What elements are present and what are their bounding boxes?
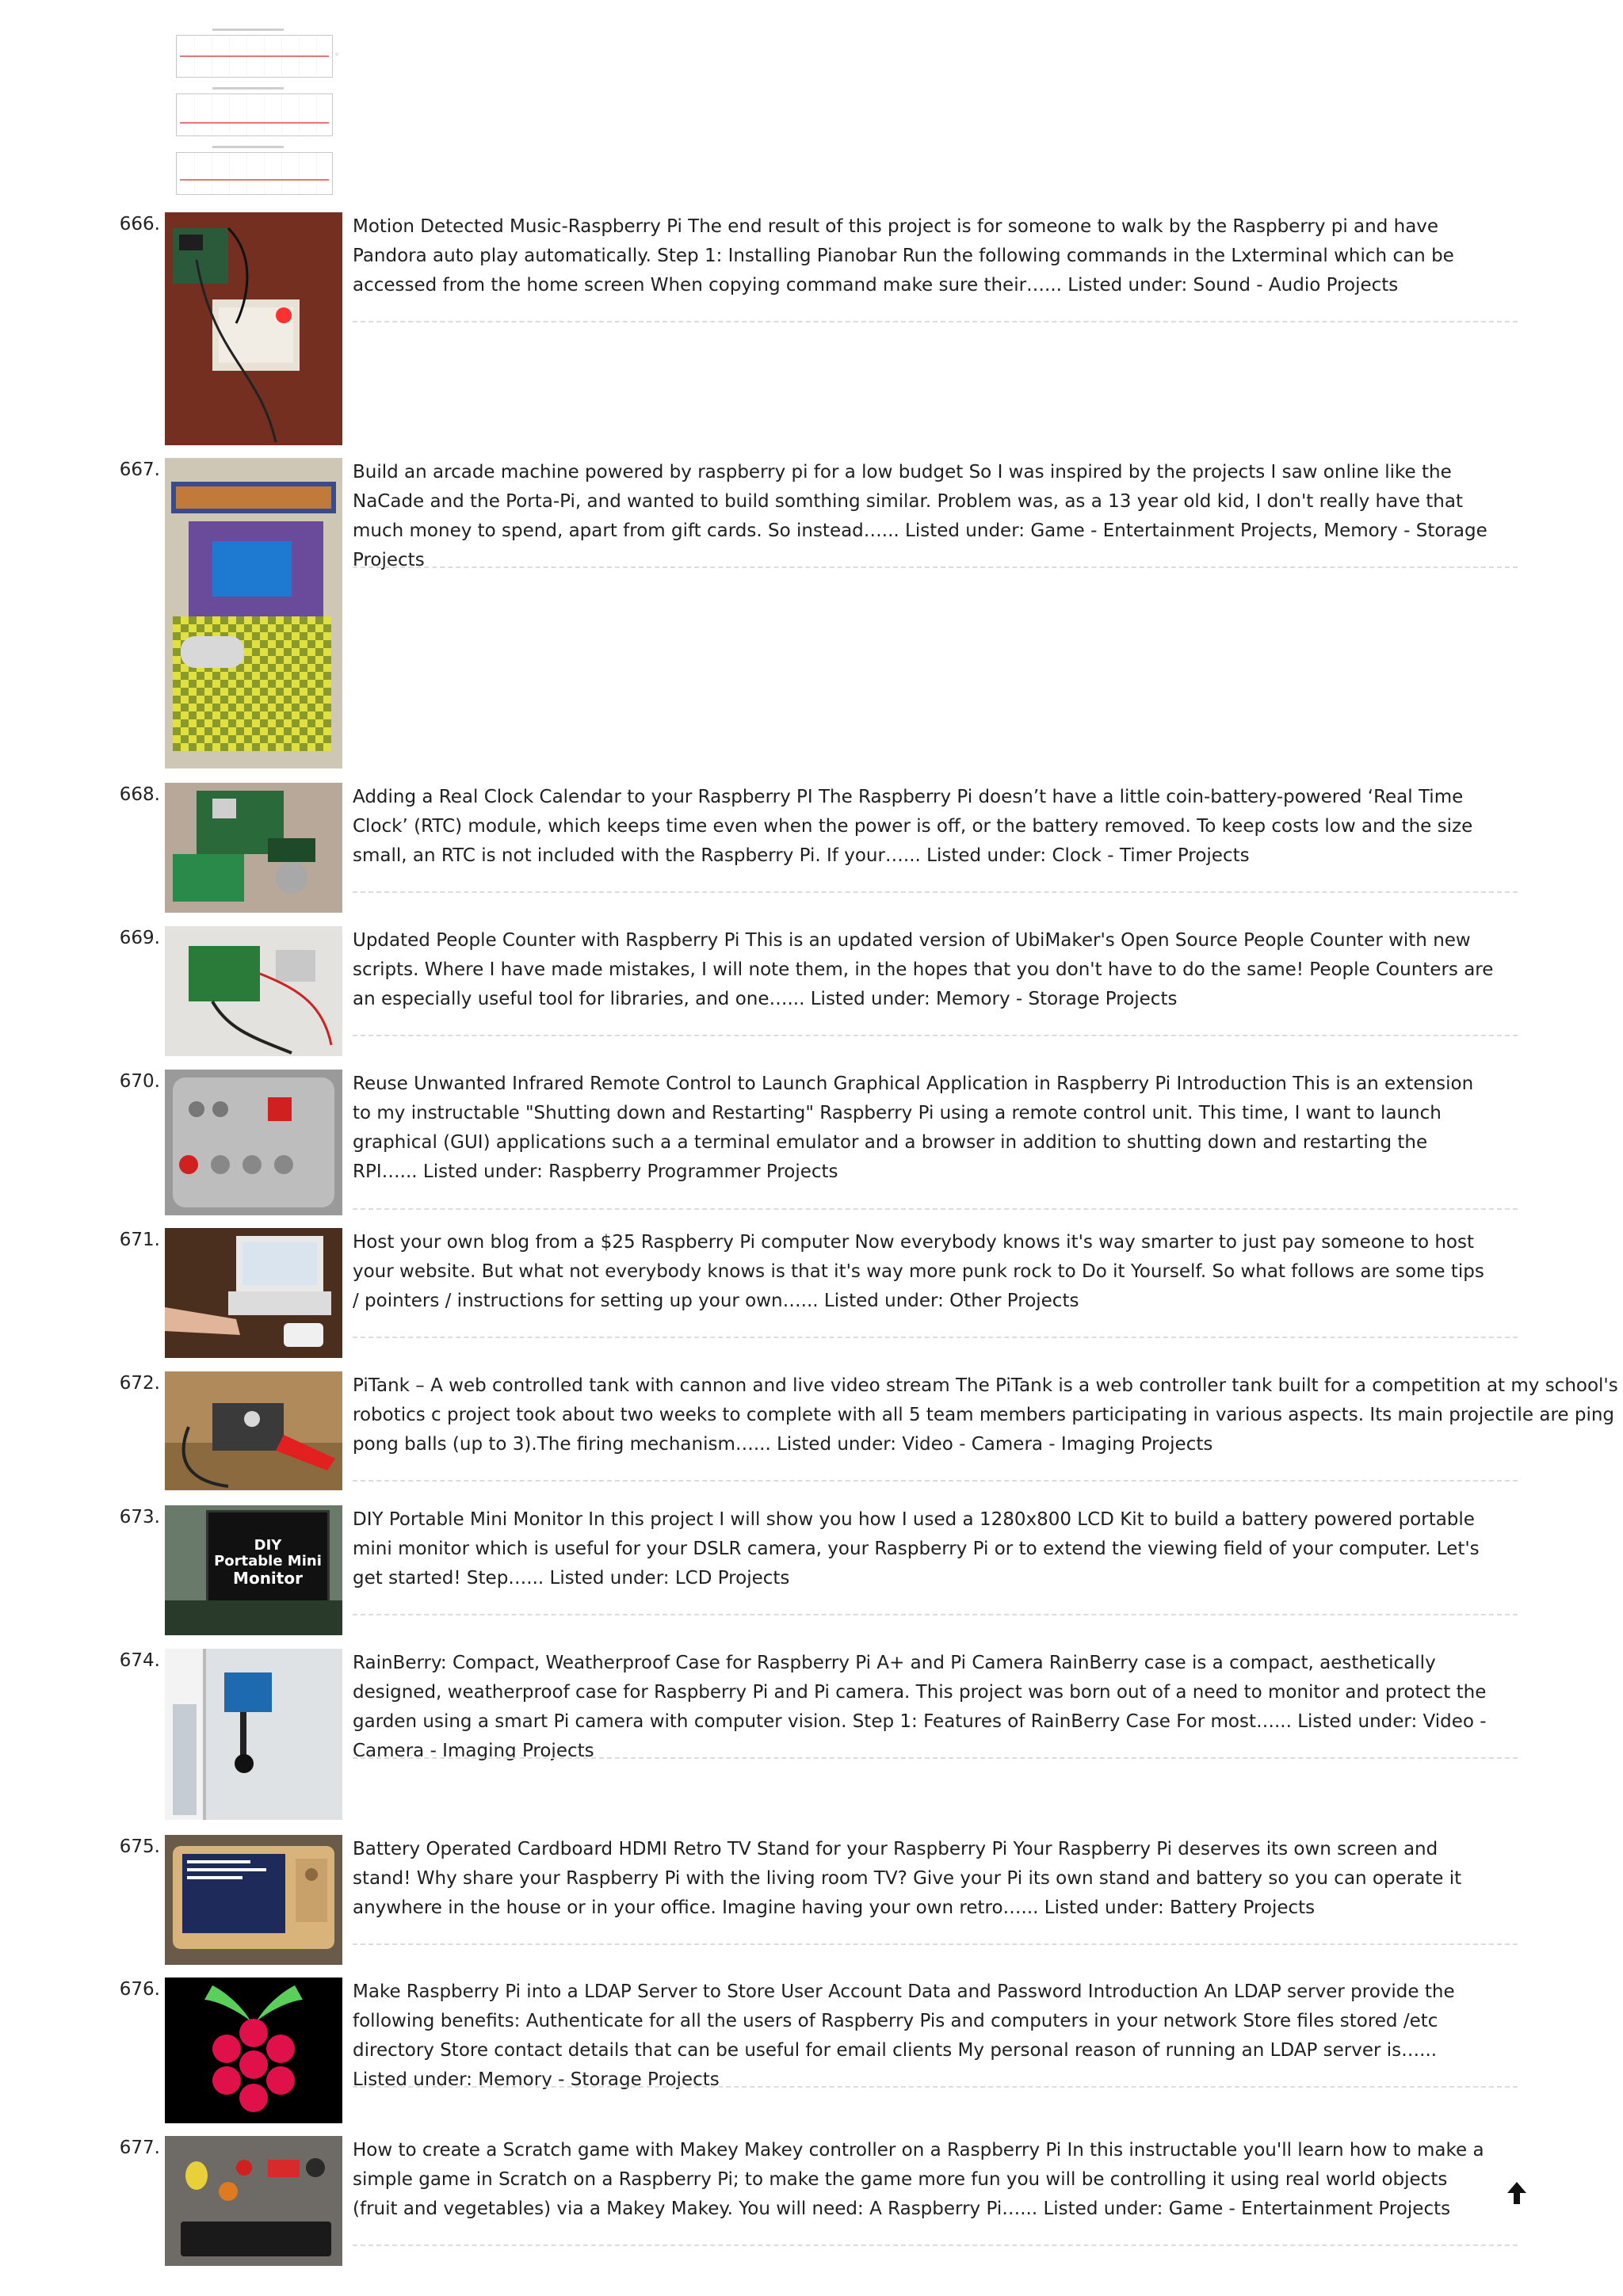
item-number: 674. (119, 1650, 160, 1671)
item-number: 667. (119, 460, 160, 480)
item-description[interactable]: Adding a Real Clock Calendar to your Raspberry PI The Raspberry Pi doesn’t have a little coin-battery-powered ‘Real Time Clock’ (RTC) module, which keeps time even when the power is off, or the battery removed. To keep costs low and the size small, an RTC is not included with the Raspberry Pi. If your…... Listed under: Clock - Timer Projects (353, 787, 1473, 866)
divider (353, 1943, 1518, 1945)
retro-tv-photo-icon[interactable] (165, 1835, 342, 1965)
thumb-caption-line: Monitor (233, 1569, 303, 1588)
item-description[interactable]: Build an arcade machine powered by raspberry pi for a low budget So I was inspired by the projects I saw online like the NaCade and the Porta-Pi, and wanted to build somthing similar. Problem was, as a 13 year old kid, I don't really have that much money to spend, apart from gift cards. So instead…... Listed under: Game - Entertainment Projects, Memory - Storage Projects (353, 462, 1487, 570)
divider (353, 1614, 1518, 1615)
list-item (119, 212, 1514, 450)
list-item (119, 1649, 1514, 1823)
divider (353, 1337, 1518, 1338)
item-description[interactable]: Host your own blog from a $25 Raspberry Pi computer Now everybody knows it's way smarter to just pay someone to host your website. But what not everybody knows is that it's way more punk rock to Do it Yourself. So what follows are some tips / pointers / instructions for setting up your own…... Listed under: Other Projects (353, 1232, 1484, 1311)
portable-monitor-photo-icon[interactable] (165, 1505, 342, 1635)
divider (353, 1757, 1518, 1759)
previous-item-thumbnail[interactable] (165, 24, 342, 200)
divider (353, 1208, 1518, 1210)
chart-marker-icon: ◦ (334, 51, 339, 59)
list-item (119, 1371, 1618, 1498)
arrow-up-icon[interactable] (1506, 2180, 1528, 2206)
list-item (119, 2136, 1514, 2271)
item-description[interactable]: Battery Operated Cardboard HDMI Retro TV Stand for your Raspberry Pi Your Raspberry Pi deserves its own screen and stand! Why share your Raspberry Pi with the living room TV? Give your Pi its own stand and battery so you can operate it anywhere in the house or in your office. Imagine having your own retro…... Listed under: Battery Projects (353, 1839, 1462, 1918)
divider (353, 321, 1518, 322)
list-item (119, 783, 1514, 917)
item-description[interactable]: How to create a Scratch game with Makey Makey controller on a Raspberry Pi In this instructable you'll learn how to make a simple game in Scratch on a Raspberry Pi; to make the game more fun you will be controlling it using real world objects (fruit and vegetables) via a Makey Makey. You will need: A Raspberry Pi…... Listed under: Game - Entertainment Projects (353, 2140, 1484, 2219)
item-number: 669. (119, 928, 160, 948)
divider (353, 566, 1518, 568)
divider (353, 1480, 1518, 1482)
list-item (119, 1070, 1514, 1220)
item-description[interactable]: Make Raspberry Pi into a LDAP Server to Store User Account Data and Password Introduction An LDAP server provide the following benefits: Authenticate for all the users of Raspberry Pis and computers in your network Store files stored /etc directory Store contact details that can be useful for email clients My personal reason of running an LDAP server is…... Listed under: Memory - Storage Projects (353, 1981, 1455, 2090)
item-number: 676. (119, 1979, 160, 2000)
item-number: 666. (119, 214, 160, 235)
people-counter-photo-icon[interactable] (165, 926, 342, 1056)
item-description[interactable]: PiTank – A web controlled tank with cannon and live video stream The PiTank is a web controller tank built for a competition at my school's robotics c project took about two weeks to complete with all 5 team members participating in various aspects. Its main projectile are ping pong balls (up to 3).The firing mechanism…... Listed under: Video - Camera - Imaging Projects (353, 1375, 1618, 1455)
list-item (119, 926, 1514, 1061)
divider (353, 891, 1518, 893)
item-description[interactable]: RainBerry: Compact, Weatherproof Case for Raspberry Pi A+ and Pi Camera RainBerry case is a compact, aesthetically designed, weatherproof case for Raspberry Pi and Pi camera. This project was born out of a need to monitor and protect the garden using a smart Pi camera with computer vision. Step 1: Features of RainBerry Case For most…... Listed under: Video - Camera - Imaging Projects (353, 1653, 1487, 1761)
list-item (119, 1978, 1514, 2128)
item-number: 672. (119, 1373, 160, 1394)
rainberry-case-photo-icon[interactable] (165, 1649, 342, 1820)
item-number: 671. (119, 1230, 160, 1250)
thumb-caption-line: DIY (254, 1537, 282, 1554)
list-item (119, 458, 1514, 775)
raspberry-logo-icon[interactable] (165, 1978, 342, 2123)
arcade-cabinet-photo-icon[interactable] (165, 458, 342, 769)
list-item (119, 1835, 1514, 1970)
divider (353, 1035, 1518, 1036)
item-number: 675. (119, 1836, 160, 1857)
camera-base (165, 1600, 342, 1635)
divider (353, 2245, 1518, 2246)
makey-makey-photo-icon[interactable] (165, 2136, 342, 2266)
list-item (119, 1228, 1514, 1363)
item-number: 673. (119, 1507, 160, 1527)
monitor-screen (206, 1510, 330, 1615)
thumb-caption-line: Portable Mini (214, 1553, 322, 1569)
blog-device-photo-icon[interactable] (165, 1228, 342, 1358)
item-number: 670. (119, 1071, 160, 1092)
item-description[interactable]: Reuse Unwanted Infrared Remote Control to Launch Graphical Application in Raspberry Pi Introduction This is an extension to my instructable "Shutting down and Restarting" Raspberry Pi using a remote control unit. This time, I want to launch graphical (GUI) applications such a a terminal emulator and a browser in addition to shutting down and restarting the RPI…... Listed under: Raspberry Programmer Projects (353, 1074, 1474, 1182)
rtc-board-photo-icon[interactable] (165, 783, 342, 913)
remote-control-photo-icon[interactable] (165, 1070, 342, 1215)
item-number: 668. (119, 784, 160, 805)
item-description[interactable]: DIY Portable Mini Monitor In this project I will show you how I used a 1280x800 LCD Kit to build a battery powered portable mini monitor which is useful for your DSLR camera, your Raspberry Pi or to extend the viewing field of your computer. Let's get started! Step…... Listed under: LCD Projects (353, 1509, 1480, 1589)
pitank-photo-icon[interactable] (165, 1371, 342, 1490)
item-number: 677. (119, 2138, 160, 2158)
list-item (119, 1505, 1514, 1640)
item-description[interactable]: Updated People Counter with Raspberry Pi This is an updated version of UbiMaker's Open Source People Counter with new scripts. Where I have made mistakes, I will note them, in the hopes that you don't have to do the same! People Counters are an especially useful tool for libraries, and one…... Listed under: Memory - Storage Projects (353, 930, 1494, 1009)
divider (353, 2086, 1518, 2088)
breadboard-photo-icon[interactable] (165, 212, 342, 445)
item-description[interactable]: Motion Detected Music-Raspberry Pi The end result of this project is for someone to walk by the Raspberry pi and have Pandora auto play automatically. Step 1: Installing Pianobar Run the following commands in the Lxterminal which can be accessed from the home screen When copying command make sure their…... Listed under: Sound - Audio Projects (353, 216, 1454, 296)
